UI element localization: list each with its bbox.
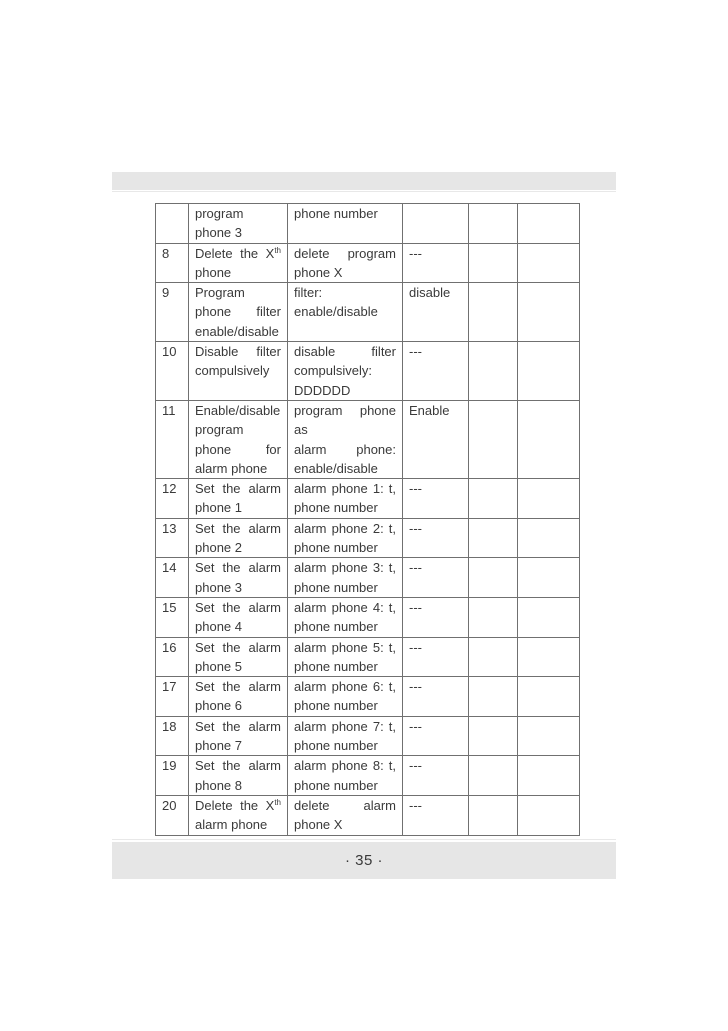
description-cell — [288, 518, 403, 558]
function-cell — [189, 637, 288, 677]
cell-line: phone — [195, 264, 232, 280]
cell-line: filter: — [294, 285, 323, 301]
cell-line: Program — [195, 285, 245, 301]
blank-cell — [518, 795, 580, 835]
cell-line: Set the alarm — [195, 520, 281, 536]
default-cell: --- — [403, 342, 469, 401]
blank-cell — [469, 716, 518, 756]
cell-line: phone 3 — [195, 579, 242, 595]
cell-line: delete program — [294, 245, 396, 261]
row-number-cell: 15 — [156, 597, 189, 637]
function-cell — [189, 597, 288, 637]
blank-cell — [518, 283, 580, 342]
description-cell — [288, 716, 403, 756]
cell-line: phone 1 — [195, 500, 242, 516]
cell-line: phone 2 — [195, 540, 242, 556]
row-number-cell: 10 — [156, 342, 189, 401]
blank-cell — [469, 342, 518, 401]
cell-line: phone number — [294, 658, 378, 674]
cell-line: alarm phone 7: t, — [294, 718, 396, 734]
cell-line: alarm phone 3: t, — [294, 560, 396, 576]
table-row — [156, 558, 580, 598]
function-cell — [189, 756, 288, 796]
default-cell — [403, 204, 469, 244]
cell-line: Set the alarm — [195, 639, 281, 655]
blank-cell — [469, 558, 518, 598]
function-cell — [189, 558, 288, 598]
blank-cell — [469, 243, 518, 283]
cell-line: alarm phone 8: t, — [294, 758, 396, 774]
footer-divider — [112, 839, 616, 840]
cell-line: phone number — [294, 777, 378, 793]
cell-line: alarm phone: — [294, 441, 396, 457]
row-number-cell: 11 — [156, 400, 189, 478]
superscript: th — [274, 245, 281, 255]
table-row — [156, 479, 580, 519]
default-cell: --- — [403, 677, 469, 717]
blank-cell — [469, 677, 518, 717]
cell-line: Set the alarm — [195, 481, 281, 497]
blank-cell — [469, 283, 518, 342]
description-cell — [288, 283, 403, 342]
cell-line: phone 7 — [195, 738, 242, 754]
row-number-cell: 20 — [156, 795, 189, 835]
description-cell — [288, 558, 403, 598]
blank-cell — [518, 637, 580, 677]
cell-line: program — [195, 422, 244, 438]
default-cell: disable — [403, 283, 469, 342]
cell-line: phone 4 — [195, 619, 242, 635]
blank-cell — [469, 479, 518, 519]
description-cell — [288, 479, 403, 519]
blank-cell — [469, 400, 518, 478]
blank-cell — [518, 342, 580, 401]
cell-text: Delete the X — [195, 245, 275, 261]
cell-line: Set the alarm — [195, 679, 281, 695]
cell-line: phone number — [294, 500, 378, 516]
description-cell — [288, 243, 403, 283]
table-row — [156, 400, 580, 478]
function-cell — [189, 204, 288, 244]
cell-line — [195, 244, 281, 263]
cell-line: phone number — [294, 206, 378, 221]
blank-cell — [518, 558, 580, 598]
cell-line: enable/disable — [294, 460, 378, 476]
blank-cell — [518, 677, 580, 717]
header-band — [112, 172, 616, 190]
cell-line: alarm phone 1: t, — [294, 481, 396, 497]
page-number: · 35 · — [344, 852, 383, 869]
row-number-cell: 8 — [156, 243, 189, 283]
cell-line: enable/disable — [195, 323, 279, 339]
default-cell: --- — [403, 597, 469, 637]
cell-line: enable/disable — [294, 304, 378, 320]
cell-line: phone 8 — [195, 777, 242, 793]
function-cell — [189, 283, 288, 342]
row-number-cell: 17 — [156, 677, 189, 717]
table-row — [156, 243, 580, 283]
cell-line: phone X — [294, 264, 343, 280]
blank-cell — [469, 637, 518, 677]
footer-band — [112, 842, 616, 879]
cell-line: compulsively — [195, 363, 270, 379]
cell-line: alarm phone 2: t, — [294, 520, 396, 536]
blank-cell — [469, 204, 518, 244]
blank-cell — [469, 597, 518, 637]
blank-cell — [518, 204, 580, 244]
default-cell: --- — [403, 558, 469, 598]
table-row — [156, 283, 580, 342]
blank-cell — [518, 518, 580, 558]
row-number-cell — [156, 204, 189, 244]
default-cell: --- — [403, 243, 469, 283]
cell-line: alarm phone 5: t, — [294, 639, 396, 655]
function-cell — [189, 479, 288, 519]
cell-text: Delete the X — [195, 797, 275, 813]
cell-line — [195, 796, 281, 815]
function-cell — [189, 795, 288, 835]
function-cell — [189, 716, 288, 756]
row-number-cell: 13 — [156, 518, 189, 558]
cell-line: program — [195, 206, 244, 221]
table-row — [156, 795, 580, 835]
cell-line: alarm phone 6: t, — [294, 679, 396, 695]
default-cell: --- — [403, 716, 469, 756]
description-cell — [288, 677, 403, 717]
table-row — [156, 716, 580, 756]
cell-line: Set the alarm — [195, 718, 281, 734]
row-number-cell: 12 — [156, 479, 189, 519]
table-row — [156, 677, 580, 717]
table-row — [156, 597, 580, 637]
cell-line: alarm phone — [195, 817, 268, 833]
cell-line: compulsively: — [294, 363, 373, 379]
blank-cell — [469, 795, 518, 835]
description-cell — [288, 597, 403, 637]
blank-cell — [518, 400, 580, 478]
cell-line: phone 6 — [195, 698, 242, 714]
table-row — [156, 518, 580, 558]
function-cell — [189, 400, 288, 478]
cell-line: phone X — [294, 817, 343, 833]
description-cell — [288, 204, 403, 244]
default-cell: --- — [403, 479, 469, 519]
cell-line: phone number — [294, 738, 378, 754]
blank-cell — [518, 597, 580, 637]
cell-line: disable filter — [294, 344, 396, 360]
cell-line: Disable filter — [195, 344, 281, 360]
cell-line: phone for — [195, 441, 281, 457]
table-row — [156, 637, 580, 677]
settings-table — [155, 203, 580, 836]
description-cell — [288, 795, 403, 835]
cell-line: phone number — [294, 698, 378, 714]
cell-line: Set the alarm — [195, 758, 281, 774]
table-row — [156, 204, 580, 244]
function-cell — [189, 677, 288, 717]
description-cell — [288, 400, 403, 478]
description-cell — [288, 756, 403, 796]
header-divider — [112, 191, 616, 192]
cell-line: Set the alarm — [195, 599, 281, 615]
row-number-cell: 18 — [156, 716, 189, 756]
function-cell — [189, 518, 288, 558]
cell-line: alarm phone — [195, 460, 268, 476]
blank-cell — [518, 716, 580, 756]
row-number-cell: 19 — [156, 756, 189, 796]
row-number-cell: 14 — [156, 558, 189, 598]
cell-line: delete alarm — [294, 797, 396, 813]
cell-line: phone number — [294, 579, 378, 595]
blank-cell — [518, 243, 580, 283]
default-cell: --- — [403, 637, 469, 677]
cell-line: phone 3 — [195, 225, 242, 241]
superscript: th — [274, 797, 281, 807]
settings-table-body — [156, 204, 580, 836]
blank-cell — [518, 479, 580, 519]
table-row — [156, 342, 580, 401]
cell-line: program phone as — [294, 402, 396, 438]
blank-cell — [469, 756, 518, 796]
blank-cell — [469, 518, 518, 558]
cell-line: Set the alarm — [195, 560, 281, 576]
cell-line: DDDDDD — [294, 382, 351, 398]
cell-line: phone number — [294, 540, 378, 556]
default-cell: --- — [403, 756, 469, 796]
cell-line: alarm phone 4: t, — [294, 599, 396, 615]
row-number-cell: 9 — [156, 283, 189, 342]
default-cell: Enable — [403, 400, 469, 478]
blank-cell — [518, 756, 580, 796]
table-row — [156, 756, 580, 796]
cell-line: phone filter — [195, 304, 281, 320]
cell-line: phone 5 — [195, 658, 242, 674]
description-cell — [288, 637, 403, 677]
cell-line: Enable/disable — [195, 402, 281, 418]
function-cell — [189, 342, 288, 401]
default-cell: --- — [403, 795, 469, 835]
row-number-cell: 16 — [156, 637, 189, 677]
default-cell: --- — [403, 518, 469, 558]
function-cell — [189, 243, 288, 283]
cell-line: phone number — [294, 619, 378, 635]
description-cell — [288, 342, 403, 401]
